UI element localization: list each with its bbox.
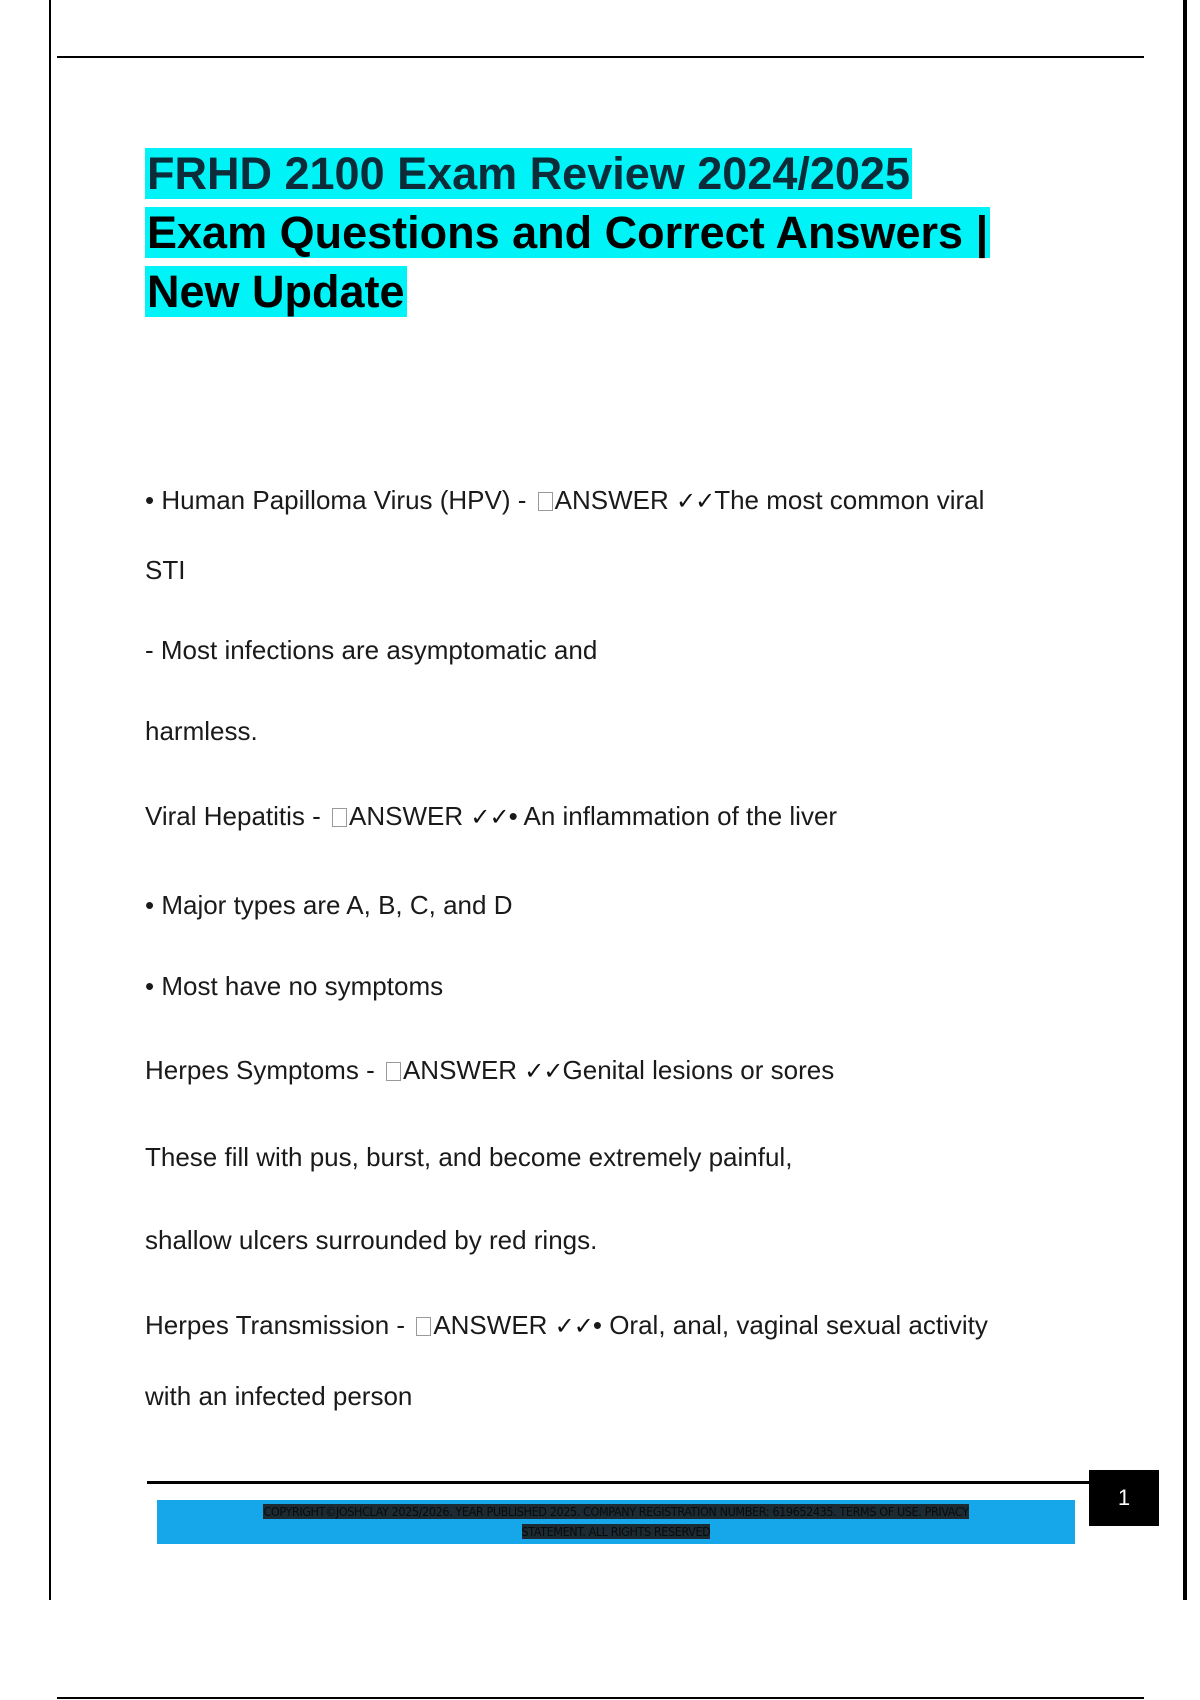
double-check-icon: ✓✓	[554, 1312, 593, 1340]
title-line-1: FRHD 2100 Exam Review 2024/2025	[147, 148, 910, 199]
double-check-icon: ✓✓	[675, 487, 715, 515]
text-line: with an infected person	[145, 1381, 413, 1411]
double-check-icon: ✓✓	[470, 803, 509, 831]
text-line: harmless.	[145, 716, 258, 746]
text-line: • Most have no symptoms	[145, 971, 444, 1001]
answer-line-hepatitis: Viral Hepatitis - ANSWER ✓✓• An inflammation of the liver	[145, 801, 838, 831]
missing-glyph-box-icon	[416, 1317, 431, 1336]
missing-glyph-box-icon	[538, 492, 553, 511]
missing-glyph-box-icon	[386, 1062, 401, 1081]
text-line: These fill with pus, burst, and become extremely painful,	[145, 1142, 793, 1172]
answer-line-herpes-transmission: Herpes Transmission - ANSWER ✓✓• Oral, anal, vaginal sexual activity	[145, 1310, 988, 1340]
text-line: • Major types are A, B, C, and D	[145, 890, 513, 920]
missing-glyph-box-icon	[332, 808, 347, 827]
text-line: shallow ulcers surrounded by red rings.	[145, 1225, 598, 1255]
answer-line-hpv: • Human Papilloma Virus (HPV) - ANSWER ✓✓The most common viral	[145, 485, 985, 515]
document-title	[145, 144, 1085, 321]
title-line-2: Exam Questions and Correct Answers |	[147, 207, 989, 258]
page-left-border	[49, 0, 51, 1600]
title-line-3: New Update	[147, 266, 405, 317]
footer-rule	[147, 1481, 1089, 1484]
text-line: - Most infections are asymptomatic and	[145, 635, 598, 665]
bottom-rule	[57, 1697, 1144, 1699]
footer-copyright: COPYRIGHT©JOSHCLAY 2025/2026. YEAR PUBLISHED 2025. COMPANY REGISTRATION NUMBER: 619652435. TERMS OF USE. PRIVACY STATEMENT. ALL RIGHTS RESERVED	[263, 1504, 969, 1539]
header-rule	[57, 56, 1144, 58]
answer-line-herpes-symptoms: Herpes Symptoms - ANSWER ✓✓Genital lesions or sores	[145, 1055, 835, 1085]
text-line: STI	[145, 555, 186, 585]
page-right-border	[1183, 0, 1187, 1600]
page-number: 1	[1089, 1470, 1159, 1526]
double-check-icon: ✓✓	[524, 1057, 563, 1085]
